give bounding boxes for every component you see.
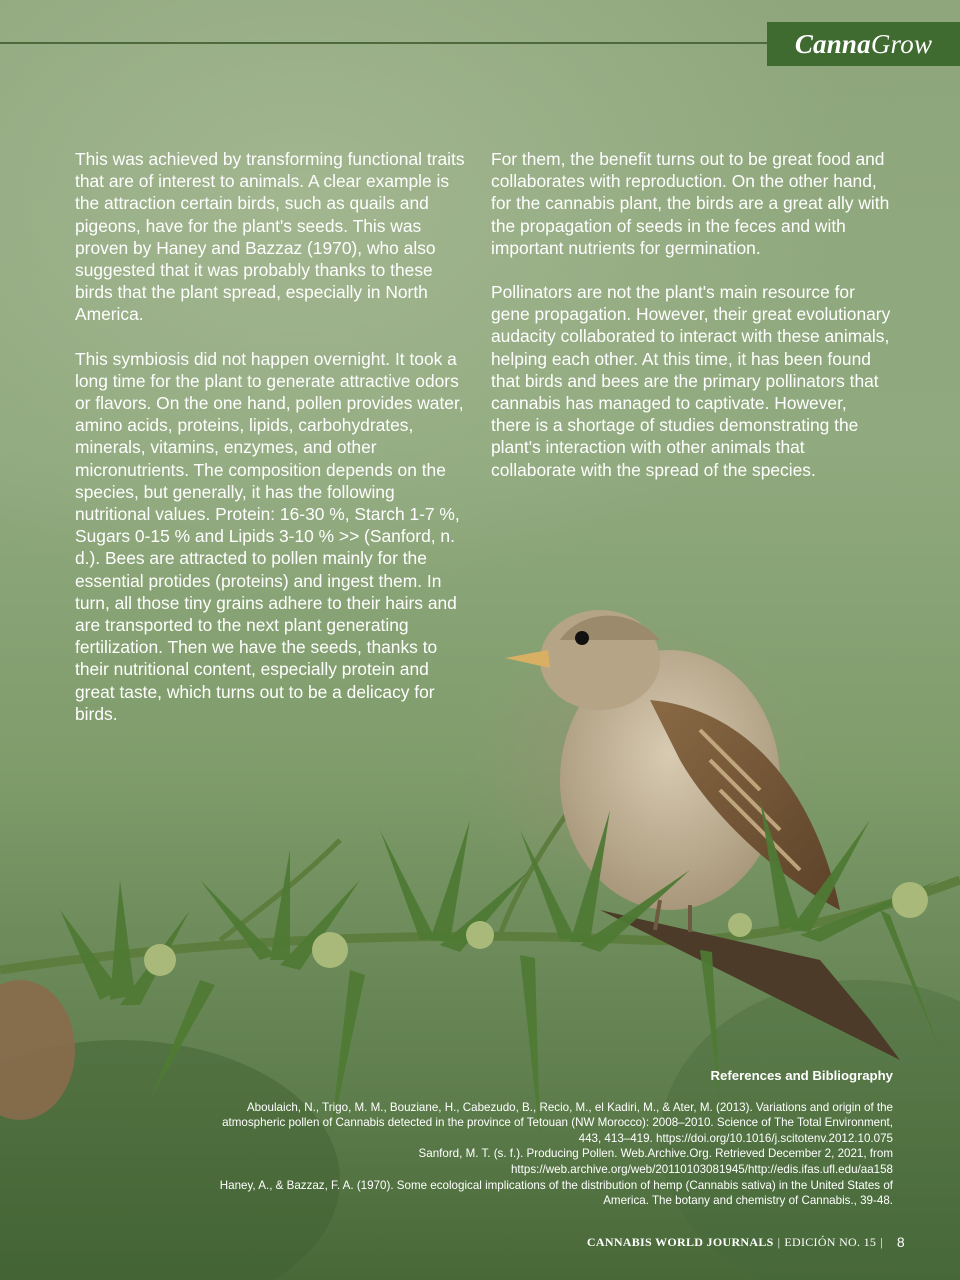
paragraph: For them, the benefit turns out to be great food and collaborates with reproduction. On the other hand, for the cannabis plant, the birds are a great ally with the propagation of seeds in the feces and with important nutrients for germination. [491,149,890,258]
article-column-left [75,148,473,747]
paragraph: This symbiosis did not happen overnight. It took a long time for the plant to generate attractive odors or flavors. On the one hand, pollen provides water, amino acids, proteins, lipids, carbohydrates, minerals, vitamins, enzymes, and other micronutrients. The composition depends on the species, but generally, it has the following nutritional values. Protein: 16-30 %, Starch 1-7 %, Sugars 0-15 % and Lipids 3-10 % >> (Sanford, n. d.). Bees are attracted to pollen mainly for the essential protides (proteins) and ingest them. In turn, all those tiny grains adhere to their hairs and are transported to the next plant generating fertilization. Then we have the seeds, thanks to their nutritional content, especially protein and great taste, which turns out to be a delicacy for birds. [75,348,464,724]
page-number: 8 [896,1234,905,1250]
brand-logo-bold: Canna [794,28,871,59]
references-section [200,1068,893,1209]
paragraph: This was achieved by transforming functional traits that are of interest to animals. A clear example is the attraction certain birds, such as quails and pigeons, have for the plant's seeds. This was proven by Haney and Bazzaz (1970), who also suggested that it was probably thanks to these birds that the plant spread, especially in North America. [75,149,465,325]
footer-separator: | [777,1234,781,1249]
sparrow-figure [505,610,900,1060]
brand-logo [767,22,960,66]
reference-item: Sanford, M. T. (s. f.). Producing Pollen. Web.Archive.Org. Retrieved December 2, 2021, from https://web.archive.org/web/20110103081945/http://edis.ifas.ufl.edu/aa158 [418,1147,893,1176]
header-rule [0,42,770,44]
brand-logo-light: Grow [870,28,933,59]
reference-item: Aboulaich, N., Trigo, M. M., Bouziane, H., Cabezudo, B., Recio, M., el Kadiri, M., & Ater, M. (2013). Variations and origin of the atmospheric pollen of Cannabis detected in the province of Tetouan (NW Morocco): 2008–2010. Science of The Total Environment, 443, 413–419. https://doi.org/10.1016/j.scitotenv.2012.10.075 [222,1100,893,1145]
journal-name: CANNABIS WORLD JOURNALS [586,1234,774,1249]
page-footer [587,1234,905,1250]
paragraph: Pollinators are not the plant's main resource for gene propagation. However, their great evolutionary audacity collaborated to interact with these animals, helping each other. At this time, it has been found that birds and bees are the primary pollinators that cannabis has managed to captivate. However, there is a shortage of studies demonstrating the plant's interaction with other animals that collaborate with the spread of the species. [491,282,891,480]
article-column-right [491,148,891,503]
references-title: References and Bibliography [710,1068,893,1083]
footer-separator: | [880,1234,883,1249]
edition-label: EDICIÓN NO. 15 [784,1234,877,1249]
reference-item: Haney, A., & Bazzaz, F. A. (1970). Some ecological implications of the distribution of hemp (Cannabis sativa) in the United States of America. The botany and chemistry of Cannabis., 39-48. [219,1178,893,1208]
